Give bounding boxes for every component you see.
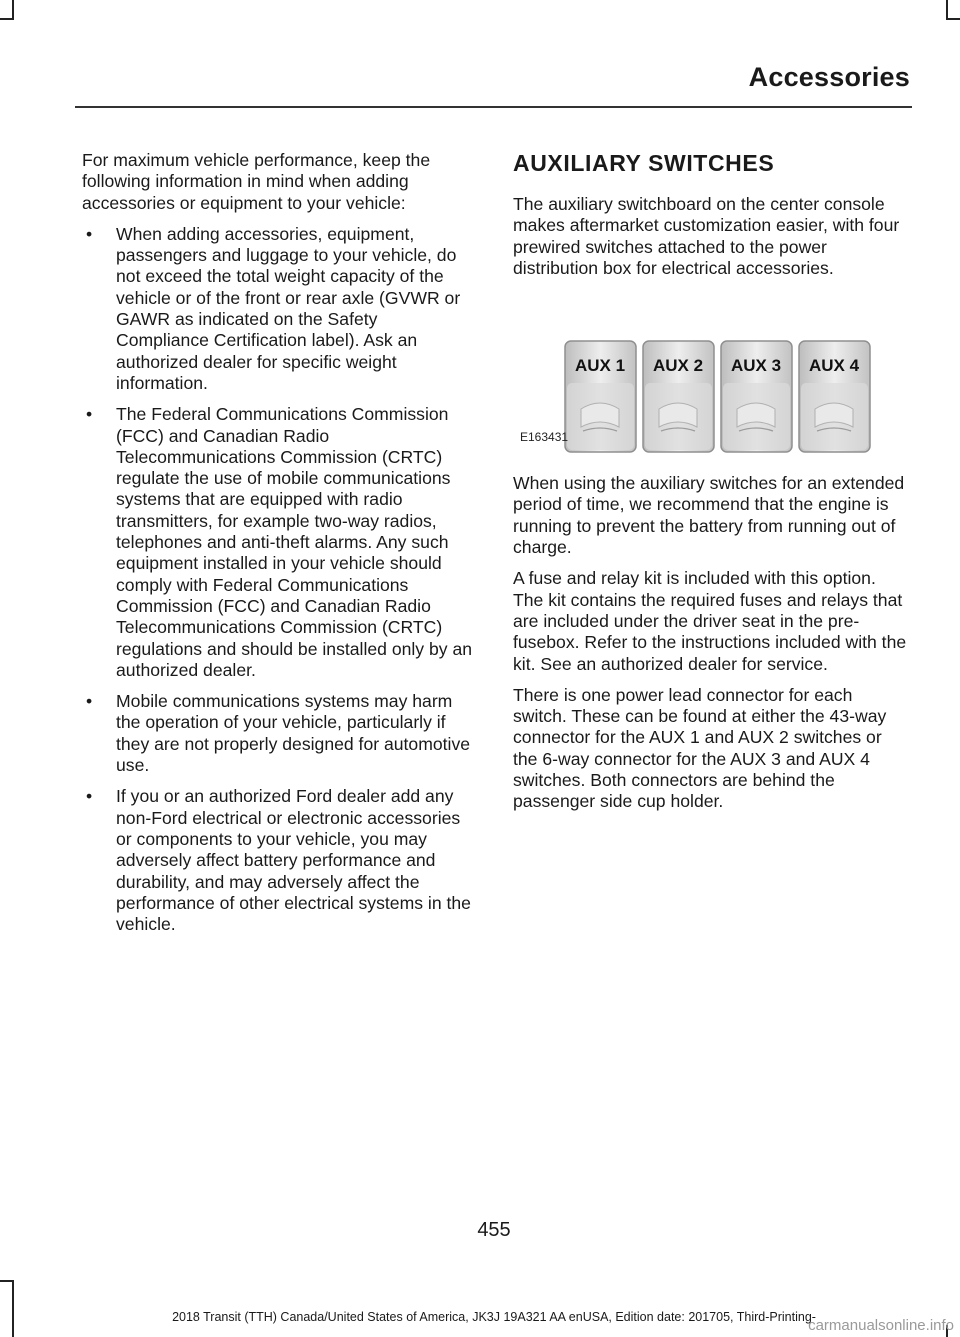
page-number: 455 [477,1219,511,1241]
body-paragraph: There is one power lead connector for each switch. These can be found at either the 43-way connector for the AUX 1 and AUX 2 switches or the 6-way connector for the AUX 3 and AUX 4 switches. Both connectors are behind the passenger side cup holder. [513,684,887,812]
aux-switch-label: AUX 2 [652,356,704,376]
aux-switch-3 [719,339,794,454]
list-item: • If you or an authorized Ford dealer add any non-Ford electrical or electronic accessories or components to your vehicle, you may adversely affect battery performance and durability, and may adversely affect the performance of other electrical systems in the vehicle. [82,786,475,935]
crop-mark [946,18,960,20]
crop-mark [12,1280,14,1337]
left-column [82,150,475,945]
page-header-title: Accessories [748,62,910,92]
aux-switch-label: AUX 3 [730,356,782,376]
crop-mark [946,0,948,20]
list-item: • The Federal Communications Commission (FCC) and Canadian Radio Telecommunications Commission (CRTC) regulate the use of mobile communications systems that are equipped with radio transmitters, for example two-way radios, telephones and anti-theft alarms. Any such equipment installed in your vehicle should comply with Federal Communications Commission (FCC) and Canadian Radio Telecommunications Commission (CRTC) regulations and should be installed only by an authorized dealer. [82,404,475,681]
right-column [513,150,908,823]
figure-code: E163431 [520,430,569,445]
aux-switch-label: AUX 4 [808,356,860,376]
list-item: • Mobile communications systems may harm the operation of your vehicle, particularly if they are not properly designed for automotive use. [82,691,475,776]
intro-paragraph: The auxiliary switchboard on the center console makes aftermarket customization easier, with four prewired switches attached to the power distribution box for electrical accessories. [513,194,900,278]
intro-paragraph: For maximum vehicle performance, keep the following information in mind when adding accessories or equipment to your vehicle: [82,150,431,213]
bullet-list [82,224,475,936]
header-divider [75,106,912,108]
crop-mark [0,18,14,20]
body-paragraph: When using the auxiliary switches for an extended period of time, we recommend that the engine is running to prevent the battery from running out of charge. [513,473,905,558]
aux-switch-figure [513,289,908,459]
aux-switch-1 [563,339,638,454]
body-paragraph: A fuse and relay kit is included with this option. The kit contains the required fuses and relays that are included under the driver seat in the pre-fusebox. Refer to the instructions included with the kit. See an authorized dealer for service. [513,568,907,674]
section-heading: AUXILIARY SWITCHES [513,150,775,176]
aux-switch-label: AUX 1 [574,356,626,376]
list-item: • When adding accessories, equipment, passengers and luggage to your vehicle, do not exceed the total weight capacity of the vehicle or of the front or rear axle (GVWR or GAWR as indicated on the Safety Compliance Certification label). Ask an authorized dealer for specific weight information. [82,224,475,394]
footer-edition-info: 2018 Transit (TTH) Canada/United States of America, JK3J 19A321 AA enUSA, Edition date: 201705, Third-Printing- [172,1310,816,1324]
crop-mark [12,0,14,20]
crop-mark [0,1280,14,1282]
aux-switch-2 [641,339,716,454]
aux-switch-4 [797,339,872,454]
watermark: carmanualsonline.info [808,1317,954,1334]
